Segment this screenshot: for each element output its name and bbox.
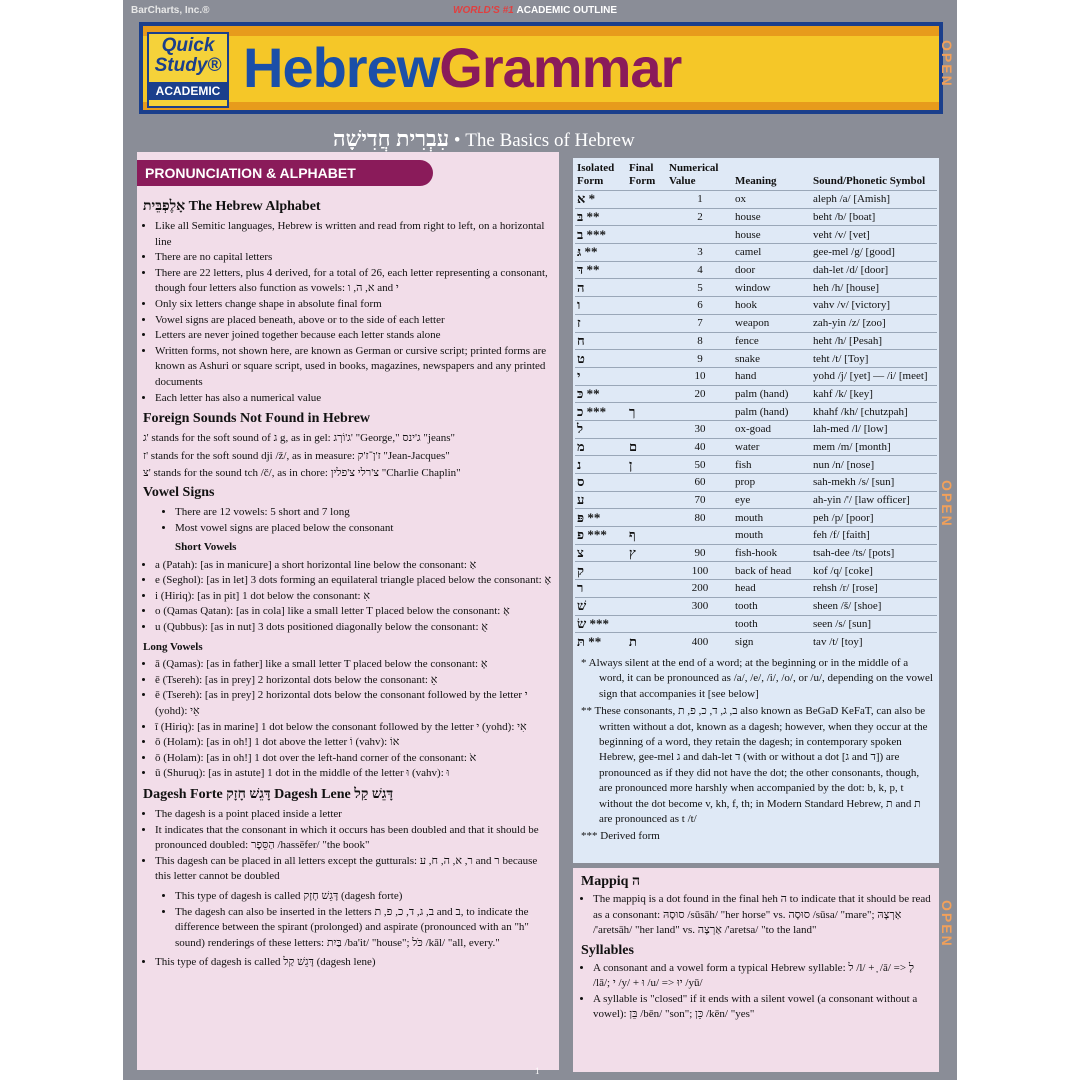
table-row: ע 70 eye ah-yin /'/ [law officer] bbox=[575, 491, 937, 509]
table-row: תּ ** ת 400 sign tav /t/ [toy] bbox=[575, 633, 937, 650]
table-row: ז 7 weapon zah-yin /z/ [zoo] bbox=[575, 314, 937, 332]
short-vowels-heading: Short Vowels bbox=[175, 541, 237, 554]
table-row: ט 9 snake teht /t/ [Toy] bbox=[575, 350, 937, 368]
table-row: דּ ** 4 door dah-let /d/ [door] bbox=[575, 261, 937, 279]
alphabet-table-panel bbox=[573, 158, 939, 863]
alphabet-table: Isolated Form Final Form Numerical Value Meaning Sound/Phonetic Symbol א * 1 ox aleph /a/ [Amish] בּ ** 2 house beht /b/ [boat] ב *** house veht /v/ [vet] גּ ** 3 camel gee-mel /g/ [good] דּ ** 4 door dah-let /d/ [door] ה 5 window heh /h/ [house] ו 6 hook vahv /v/ [victory] ז 7 weapon zah-yin /z/ [zoo] ח 8 fence heht /h/ [Pesah] ט 9 snake teht /t/ [Toy] י 10 hand yohd /j/ [yet] — /i/ [meet] כּ ** 20 palm (hand) kahf /k/ [key] כ *** ך palm (hand) khahf /kh/ [chutzpah] ל 30 ox-goad lah-med /l/ [low] מ ם 40 water mem /m/ [month] נ ן 50 fish nun /n/ [nose] ס 60 prop sah-mekh /s/ [sun] ע 70 eye ah-yin /'/ [law officer] פּ ** 80 mouth peh /p/ [poor] פ *** ף mouth feh /f/ [faith] צ ץ 90 fish-hook tsah-dee /ts/ [pots] ק 100 back of head kof /q/ [coke] ר 200 head rehsh /r/ [rose] שׁ 300 tooth sheen /š/ [shoe] שׂ *** tooth seen /s/ [sun] תּ ** ת 400 sign tav /t/ [toy] bbox=[575, 162, 937, 650]
table-row: י 10 hand yohd /j/ [yet] — /i/ [meet] bbox=[575, 367, 937, 385]
syllables-heading: Syllables bbox=[581, 942, 634, 958]
table-row: ק 100 back of head kof /q/ [coke] bbox=[575, 562, 937, 580]
mappiq-heading: Mappiq ה bbox=[581, 874, 641, 889]
alphabet-heading: אָלֶפְבֵּית The Hebrew Alphabet bbox=[143, 199, 321, 214]
right-lower-panel bbox=[573, 868, 939, 1072]
foreign-heading: Foreign Sounds Not Found in Hebrew bbox=[143, 411, 371, 427]
short-vowel-list: • a (Patah): [as in manicure] a short horizontal line below the consonant: אַ • e (Seghol): [as in let] 3 dots forming an equilateral triangle placed below the consonant: אֶ • i (Hiriq): [as in pit] 1 dot below the consonant: אִ • o (Qamas Qatan): [as in cola] like a small letter T placed below the consonant: אָ • u (Qubbus): [as in nut] 3 dots positioned diagonally below the consonant: אֻ bbox=[143, 558, 553, 636]
table-row: ס 60 prop sah-mekh /s/ [sun] bbox=[575, 474, 937, 492]
table-row: שׂ *** tooth seen /s/ [sun] bbox=[575, 615, 937, 633]
long-vowels-heading: Long Vowels bbox=[143, 640, 203, 653]
alphabet-list: • Like all Semitic languages, Hebrew is written and read from right to left, on a horizontal line • There are no capital letters • There are 22 letters, plus 4 derived, for a total of 26, each letter representing a consonant, though four letters also function as vowels: א, ה, ו and י • Only six letters change shape in absolute final form • Vowel signs are placed beneath, above or to the side of each letter • Letters are never joined together because each letter stands alone • Written forms, not shown here, are known as German or cursive script; printed forms are known as Ashuri or square script, used in books, magazines, newspapers and any printed documents • Each letter has also a numerical value bbox=[143, 219, 553, 406]
table-row: כּ ** 20 palm (hand) kahf /k/ [key] bbox=[575, 385, 937, 403]
table-row: ב *** house veht /v/ [vet] bbox=[575, 226, 937, 244]
table-row: פ *** ף mouth feh /f/ [faith] bbox=[575, 527, 937, 545]
dagesh-list: • The dagesh is a point placed inside a letter • It indicates that the consonant in which it occurs has been doubled and that it should be pronounced doubled: הַסֵּפֶר /hassēfer/ "the book" • This dagesh can be placed in all letters except the gutturals: ר, א, ה, ח, ע and ר because this letter cannot be doubled bbox=[143, 807, 553, 885]
section-header: PRONUNCIATION & ALPHABET bbox=[137, 160, 433, 186]
page-title: HebrewGrammar bbox=[243, 36, 682, 99]
table-row: ח 8 fence heht /h/ [Pesah] bbox=[575, 332, 937, 350]
quick-study-logo: Quick Study® ACADEMIC bbox=[147, 32, 229, 108]
alphabet-table-body bbox=[575, 191, 937, 650]
dagesh-last: • This type of dagesh is called דָּגֵשׁ קַל (dagesh lene) bbox=[143, 955, 553, 971]
long-vowel-list: • ā (Qamas): [as in father] like a small letter T placed below the consonant: אָ • ē (Tsereh): [as in prey] 2 horizontal dots below the consonant: אֵ • ē (Tsereh): [as in prey] 2 horizontal dots below the consonant followed by the letter י (yohd): אֵי • ī (Hiriq): [as in marine] 1 dot below the consonant followed by the letter י (yohd): אִי • ō (Holam): [as in oh!] 1 dot above the letter וֹ (vahv): אוֹ • ō (Holam): [as in oh!] 1 dot over the left-hand corner of the consonant: אֹ • ū (Shuruq): [as in astute] 1 dot in the middle of the letter וּ (vahv): וּ bbox=[143, 657, 553, 782]
table-row: מ ם 40 water mem /m/ [month] bbox=[575, 438, 937, 456]
right-lower-content: Mappiq ה • The mappiq is a dot found in the final heh ה to indicate that it should be read as a consonant: סוּסָהּ /sūsāh/ "her horse" vs. סוּסָה /sūsa/ "mare"; אַרְצָהּ /'aretsāh/ "her land" vs. אַרְצָה /'aretsa/ "to the land" Syllables • A consonant and a vowel form a typical Hebrew syllable: ל /l/ + ָ /ā/ => לָ /lā/; י /y/ + וּ /u/ => יוּ /yū/ • A syllable is "closed" if it ends with a silent vowel (a consonant without a vowel): בֵּן /bēn/ "son"; כֵּן /kēn/ "yes" bbox=[581, 874, 933, 1027]
vowel-heading: Vowel Signs bbox=[143, 484, 215, 500]
open-tab: OPEN bbox=[939, 480, 955, 528]
subtitle: עִבְרִית חֲדִישָׁה • The Basics of Hebrew bbox=[333, 126, 635, 151]
vowel-list: • There are 12 vowels: 5 short and 7 long • Most vowel signs are placed below the consonant bbox=[143, 505, 553, 536]
page-number: 1 bbox=[535, 1066, 540, 1076]
table-notes: * Always silent at the end of a word; at the beginning or in the middle of a word, it can be pronounced as /a/, /e/, /i/, /o/, or /u/, depending on the vowel sign that accompanies it [see below] ** These consonants, ב, ג, ד, כ, פ, ת also known as BeGaD KeFaT, can also be written without a dot, known as a dagesh; however, when they occur at the beginning of a word, they retain the dagesh; in contemporary spoken Hebrew, gee-mel ג and dah-let ד (with or without a dot [ג and ד]) are pronounced as if they did not have the dot; the other consonants, though, are pronounced more harshly when accompanied by the dot: b, k, p, t without the dot become v, kh, f, th; in Modern Standard Hebrew, ת and ת are pronounced as t /t/ *** Derived form bbox=[581, 657, 933, 843]
table-row: גּ ** 3 camel gee-mel /g/ [good] bbox=[575, 244, 937, 262]
table-row: פּ ** 80 mouth peh /p/ [poor] bbox=[575, 509, 937, 527]
open-tab: OPEN bbox=[939, 40, 955, 88]
table-row: ל 30 ox-goad lah-med /l/ [low] bbox=[575, 420, 937, 438]
title-banner bbox=[139, 22, 943, 114]
table-row: צ ץ 90 fish-hook tsah-dee /ts/ [pots] bbox=[575, 544, 937, 562]
dagesh-sublist: • This type of dagesh is called דָּגֵשׁ חָזָק (dagesh forte) • The dagesh can also be inserted in the letters ב, ג, ד, כ, פ, ת and ב, to indicate the difference between the spirant (prolonged) and aspirate (pronounced with an "h" sound) renderings of these letters: בַּיִת /ba'it/ "house"; כֹּל /kāl/ "all, every." bbox=[143, 889, 553, 951]
table-row: א * 1 ox aleph /a/ [Amish] bbox=[575, 191, 937, 209]
open-tab: OPEN bbox=[939, 900, 955, 948]
table-row: כ *** ך palm (hand) khahf /kh/ [chutzpah] bbox=[575, 403, 937, 421]
table-row: בּ ** 2 house beht /b/ [boat] bbox=[575, 208, 937, 226]
publisher-bar bbox=[123, 0, 957, 22]
left-panel bbox=[137, 152, 559, 1070]
table-row: נ ן 50 fish nun /n/ [nose] bbox=[575, 456, 937, 474]
quick-study-sheet bbox=[123, 0, 957, 1080]
table-row: שׁ 300 tooth sheen /š/ [shoe] bbox=[575, 597, 937, 615]
left-content: אָלֶפְבֵּית The Hebrew Alphabet • Like all Semitic languages, Hebrew is written and read from right to left, on a horizontal line • There are no capital letters • There are 22 letters, plus 4 derived, for a total of 26, each letter representing a consonant, though four letters also function as vowels: א, ה, ו and י • Only six letters change shape in absolute final form • Vowel signs are placed beneath, above or to the side of each letter • Letters are never joined together because each letter stands alone • Written forms, not shown here, are known as German or cursive script; printed forms are known as Ashuri or square script, used in books, magazines, newspapers and any printed documents • Each letter has also a numerical value Foreign Sounds Not Found in Hebrew ג' stands for the soft sound of ג g, as in gel: ג'וֹרְג' "George," ג'ינס "jeans" ז' stands for the soft sound dji /ž/, as in measure: ז'ן־ז'ק "Jean-Jacques" צ' stands for the sound tch /č/, as in chore: צ'רלי צ'פלין "Charlie Chaplin" Vowel Signs • There are 12 vowels: 5 short and 7 long • Most vowel signs are placed below the consonant Short Vowels • a (Patah): [as in manicure] a short horizontal line below the consonant: אַ • e (Seghol): [as in let] 3 dots forming an equilateral triangle placed below the consonant: אֶ • i (Hiriq): [as in pit] 1 dot below the consonant: אִ • o (Qamas Qatan): [as in cola] like a small letter T placed below the consonant: אָ • u (Qubbus): [as in nut] 3 dots positioned diagonally below the consonant: אֻ Long Vowels • ā (Qamas): [as in father] like a small letter T placed below the consonant: אָ • ē (Tsereh): [as in prey] 2 horizontal dots below the consonant: אֵ • ē (Tsereh): [as in prey] 2 horizontal dots below the consonant followed by the letter י (yohd): אֵי • ī (Hiriq): [as in marine] 1 dot below the consonant followed by the letter י (yohd): אִי • ō (Holam): [as in oh!] 1 dot above the letter וֹ (vahv): אוֹ • ō (Holam): [as in oh!] 1 dot over the left-hand corner of the consonant: אֹ • ū (Shuruq): [as in astute] 1 dot in the middle of the letter וּ (vahv): וּ Dagesh Forte דָּגֵשׁ חָזָק Dagesh Lene דָּגֵשׁ קַל • The dagesh is a point placed inside a letter • It indicates that the consonant in which it occurs has been doubled and that it should be pronounced doubled: הַסֵּפֶר /hassēfer/ "the book" • This dagesh can be placed in all letters except the gutturals: ר, א, ה, ח, ע and ר because this letter cannot be doubled • This type of dagesh is called דָּגֵשׁ חָזָק (dagesh forte) • The dagesh can also be inserted in the letters ב, ג, ד, כ, פ, ת and ב, to indicate the difference between the spirant (prolonged) and aspirate (pronounced with an "h" sound) renderings of these letters: בַּיִת /ba'it/ "house"; כֹּל /kāl/ "all, every." • This type of dagesh is called דָּגֵשׁ קַל (dagesh lene) bbox=[143, 196, 553, 975]
publisher-name: BarCharts, Inc.® bbox=[131, 5, 210, 16]
table-row: ה 5 window heh /h/ [house] bbox=[575, 279, 937, 297]
table-row: ר 200 head rehsh /r/ [rose] bbox=[575, 580, 937, 598]
tagline: WORLD'S #1 ACADEMIC OUTLINE bbox=[453, 5, 618, 16]
table-row: ו 6 hook vahv /v/ [victory] bbox=[575, 297, 937, 315]
dagesh-heading: Dagesh Forte דָּגֵשׁ חָזָק Dagesh Lene דָּגֵשׁ קַל bbox=[143, 787, 394, 802]
